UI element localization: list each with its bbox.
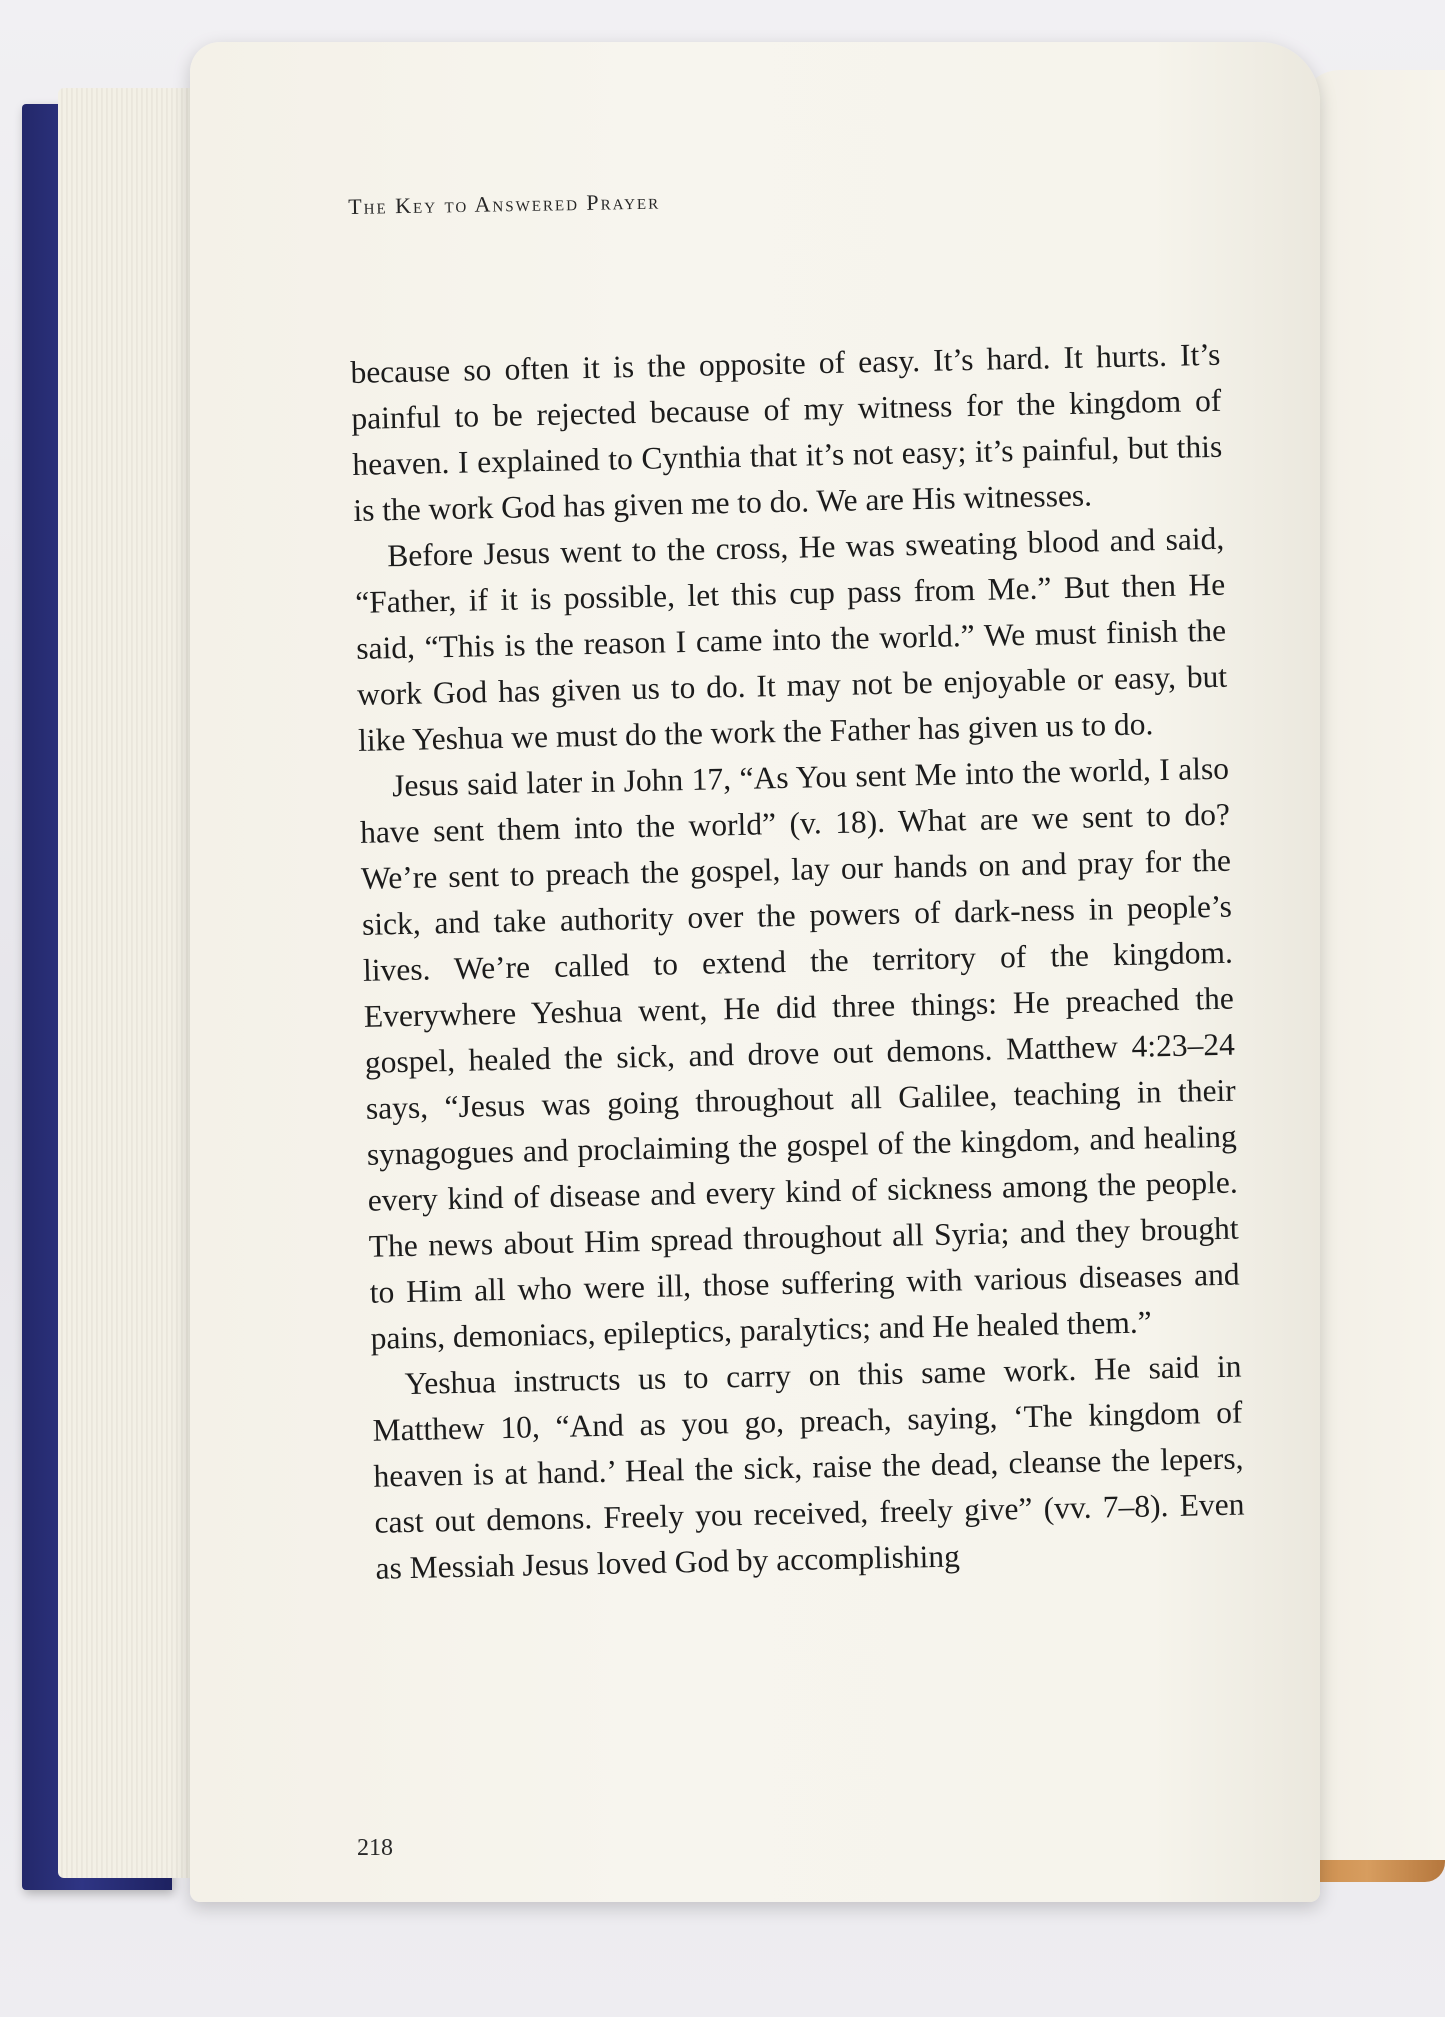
facing-page [1300,70,1445,1860]
page-number: 218 [357,1835,393,1861]
paragraph: Yeshua instructs us to carry on this same work. He said in Matthew 10, “And as you go, preach, saying, ‘The kingdom of heaven is at hand.’ Heal the sick, raise the dead, cleanse the lepers, cast out demons. Freely you received, freely give” (vv. 7–8). Even as Messiah Jesus loved God by accomplishing [372,1348,1245,1586]
paragraph: because so often it is the opposite of easy. It’s hard. It hurts. It’s painful to be rejected because of my witness for the kingdom of heaven. I explained to Cynthia that it’s not easy; it’s painful, but this is the work God has given me to do. We are His witnesses. [350,336,1223,528]
running-head: The Key to Answered Prayer [348,188,661,219]
page-body [350,332,1246,1592]
book-page [190,42,1320,1902]
paragraph: Jesus said later in John 17, “As You sent Me into the world, I also have sent them into the world” (v. 18). What are we sent to do? We’re sent to preach the gospel, lay our hands on and pray for the sick, and take authority over the powers of dark-ness in people’s lives. We’re called to extend the territory of the kingdom. Everywhere Yeshua went, He did three things: He preached the gospel, healed the sick, and drove out demons. Matthew 4:23–24 says, “Jesus was going throughout all Galilee, teaching in their synagogues and proclaiming the gospel of the kingdom, and healing every kind of disease and every kind of sickness among the people. The news about Him spread throughout all Syria; and they brought to Him all who were ill, those suffering with various diseases and pains, demoniacs, epileptics, paralytics; and He healed them.” [359,750,1240,1356]
paragraph: Before Jesus went to the cross, He was sweating blood and said, “Father, if it is possible, let this cup pass from Me.” But then He said, “This is the reason I came into the world.” We must finish the work God has given us to do. It may not be enjoyable or easy, but like Yeshua we must do the work the Father has given us to do. [354,520,1228,758]
